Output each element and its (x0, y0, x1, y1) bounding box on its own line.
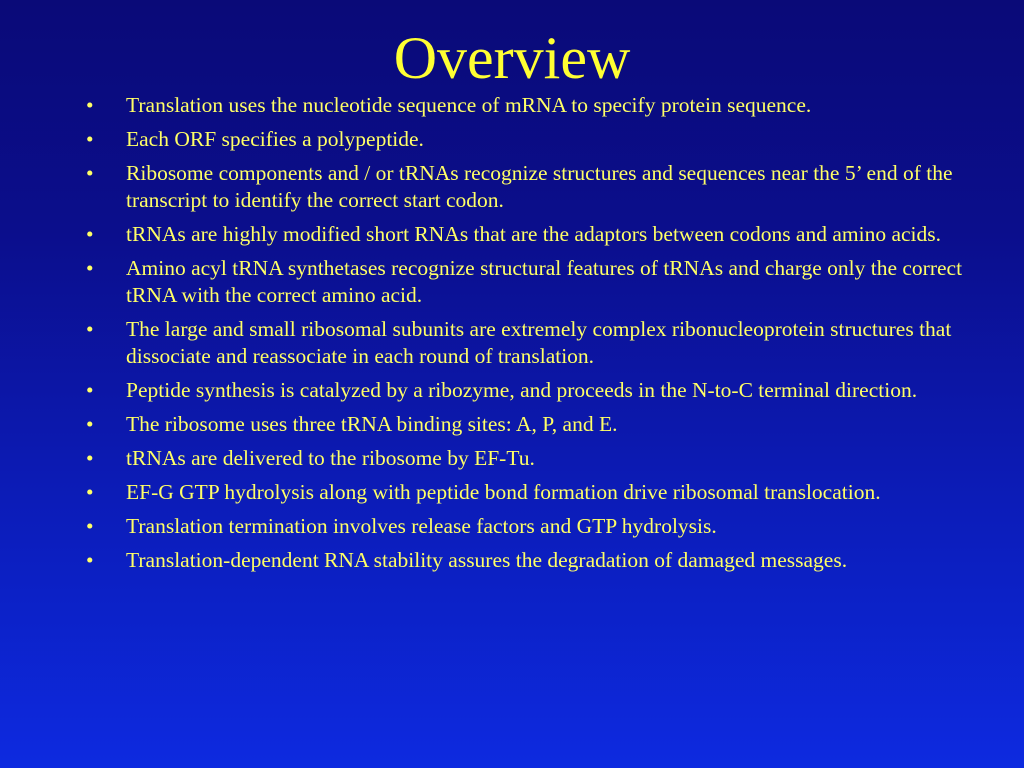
bullet-dot-icon: • (86, 548, 94, 572)
bullet-dot-icon: • (86, 317, 94, 341)
bullet-dot-icon: • (86, 127, 94, 151)
bullet-item (82, 221, 994, 248)
bullet-dot-icon: • (86, 161, 94, 185)
bullet-text: tRNAs are highly modified short RNAs that are the adaptors between codons and amino acids. (126, 222, 942, 246)
bullet-text: Translation termination involves release factors and GTP hydrolysis. (126, 514, 717, 538)
bullet-text: tRNAs are delivered to the ribosome by EF-Tu. (126, 446, 535, 470)
bullet-item (82, 92, 994, 119)
bullet-item (82, 479, 994, 506)
bullet-item (82, 255, 994, 309)
bullet-dot-icon: • (86, 256, 94, 280)
bullet-item (82, 126, 994, 153)
bullet-dot-icon: • (86, 412, 94, 436)
bullet-item (82, 316, 994, 370)
bullet-dot-icon: • (86, 514, 94, 538)
bullet-text: EF-G GTP hydrolysis along with peptide bond formation drive ribosomal translocation. (126, 480, 881, 504)
bullet-text: Peptide synthesis is catalyzed by a ribozyme, and proceeds in the N-to-C terminal direction. (126, 378, 918, 402)
bullet-item (82, 547, 994, 574)
bullet-dot-icon: • (86, 480, 94, 504)
bullet-item (82, 411, 994, 438)
bullet-text: The ribosome uses three tRNA binding sites: A, P, and E. (126, 412, 618, 436)
bullet-text: Each ORF specifies a polypeptide. (126, 127, 424, 151)
bullet-dot-icon: • (86, 222, 94, 246)
bullet-text: Translation-dependent RNA stability assures the degradation of damaged messages. (126, 548, 848, 572)
bullet-dot-icon: • (86, 446, 94, 470)
bullet-list (82, 92, 994, 581)
bullet-item (82, 445, 994, 472)
bullet-item (82, 513, 994, 540)
bullet-item (82, 377, 994, 404)
bullet-text: Amino acyl tRNA synthetases recognize structural features of tRNAs and charge only the correct tRNA with the correct amino acid. (126, 256, 963, 307)
slide-title: Overview (393, 25, 631, 91)
bullet-item (82, 160, 994, 214)
bullet-text: Ribosome components and / or tRNAs recognize structures and sequences near the 5’ end of the transcript to identify the correct start codon. (126, 161, 953, 212)
bullet-dot-icon: • (86, 93, 94, 117)
bullet-text: Translation uses the nucleotide sequence of mRNA to specify protein sequence. (126, 93, 812, 117)
bullet-text: The large and small ribosomal subunits are extremely complex ribonucleoprotein structures that dissociate and reassociate in each round of translation. (126, 317, 952, 368)
bullet-dot-icon: • (86, 378, 94, 402)
